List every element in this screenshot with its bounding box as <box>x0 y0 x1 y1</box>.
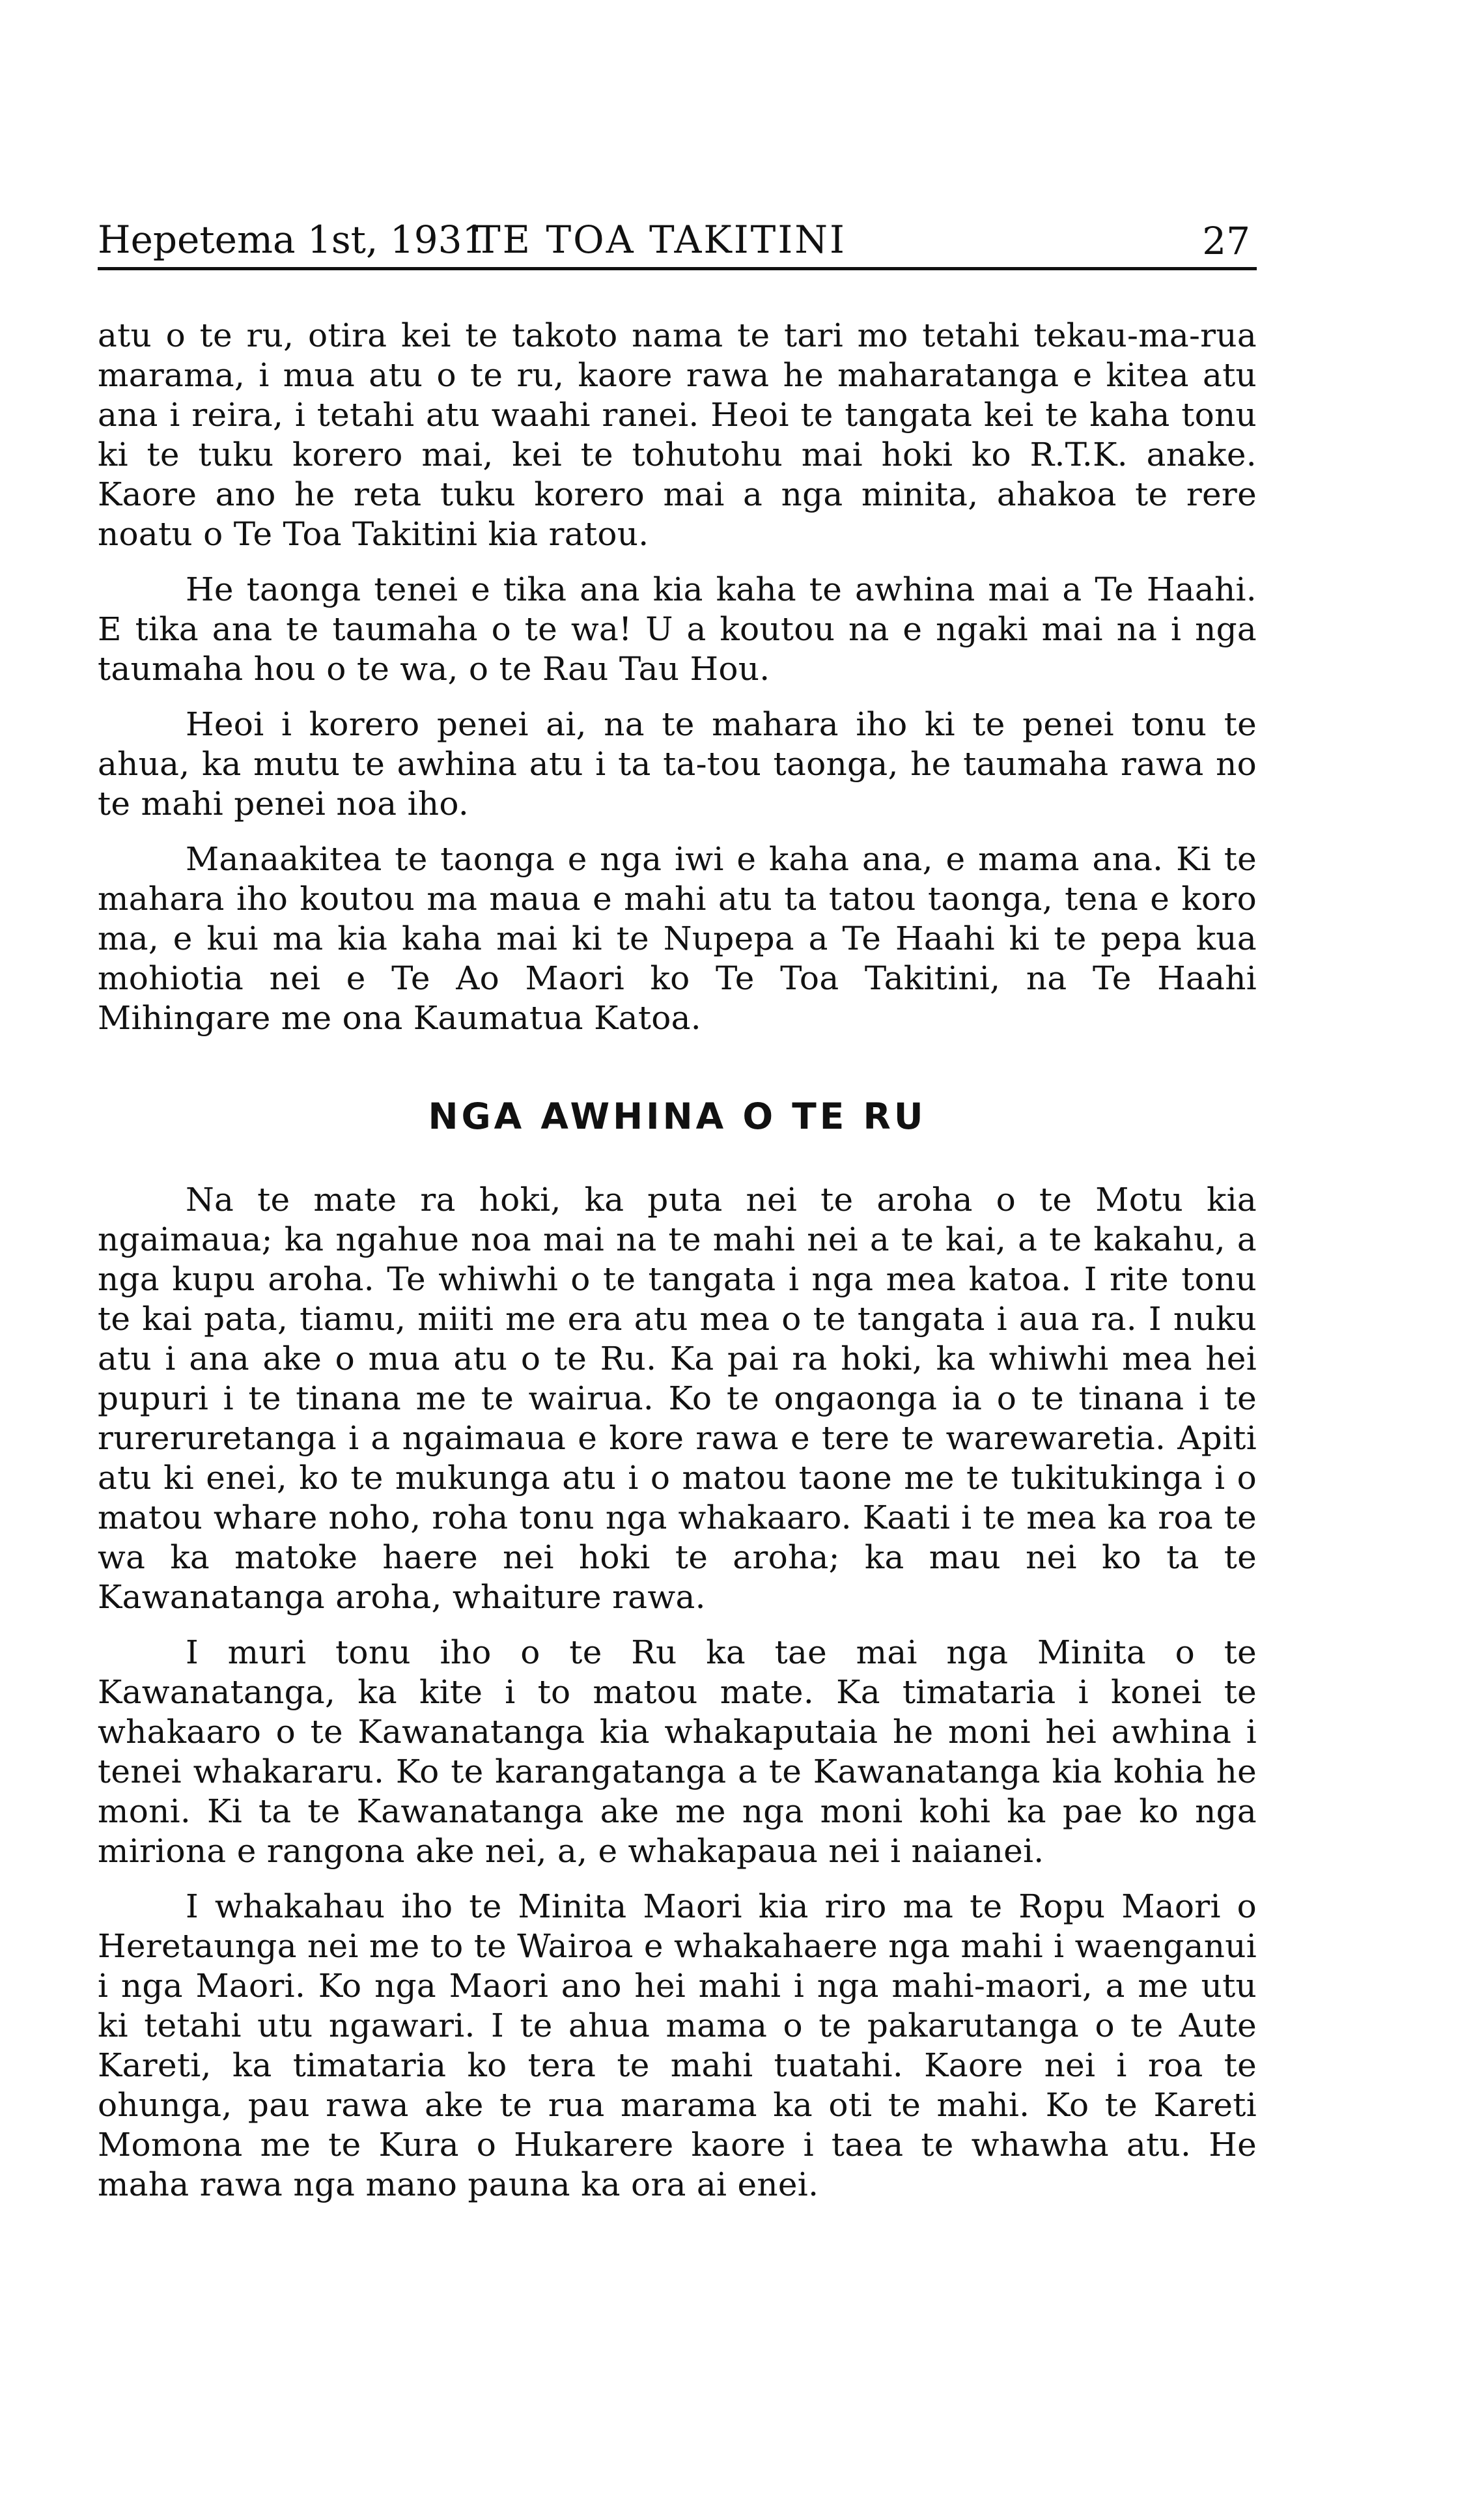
paragraph: Heoi i korero penei ai, na te mahara iho ki te penei tonu te ahua, ka mutu te awhina atu i ta ta-tou taonga, he taumaha rawa no te mahi penei noa iho. <box>98 705 1257 823</box>
publication-title: TE TOA TAKITINI <box>475 218 847 262</box>
paragraph: He taonga tenei e tika ana kia kaha te awhina mai a Te Haahi. E tika ana te taumaha o te wa! U a koutou na e ngaki mai na i nga taumaha hou o te wa, o te Rau Tau Hou. <box>98 571 1257 688</box>
document-page <box>98 195 1257 2220</box>
paragraph: Manaakitea te taonga e nga iwi e kaha ana, e mama ana. Ki te mahara iho koutou ma maua e mahi atu ta tatou taonga, tena e koro ma, e kui ma kia kaha mai ki te Nupepa a Te Haahi ki te pepa kua mohiotia nei e Te Ao Maori ko Te Toa Takitini, na Te Haahi Mihingare me ona Kaumatua Katoa. <box>98 840 1257 1037</box>
section-heading: NGA AWHINA O TE RU <box>428 1095 927 1137</box>
issue-date: Hepetema 1st, 1931 <box>98 218 486 262</box>
paragraph: Na te mate ra hoki, ka puta nei te aroha o te Motu kia ngaimaua; ka ngahue noa mai na te mahi nei a te kai, a te kakahu, a nga kupu aroha. Te whiwhi o te tangata i nga mea katoa. I rite tonu te kai pata, tiamu, miiti me era atu mea o te tangata i aua ra. I nuku atu i ana ake o mua atu o te Ru. Ka pai ra hoki, ka whiwhi mea hei pupuri i te tinana me te wairua. Ko te ongaonga ia o te tinana i te rureruretanga i a ngaimaua e kore rawa e tere te warewaretia. Apiti atu ki enei, ko te mukunga atu i o matou taone me te tukitukinga i o matou whare noho, roha tonu nga whakaaro. Kaati i te mea ka roa te wa ka matoke haere nei hoki te aroha; ka mau nei ko ta te Kawanatanga aroha, whaiture rawa. <box>98 1181 1257 1616</box>
article-body <box>98 316 1257 2205</box>
paragraph: I muri tonu iho o te Ru ka tae mai nga Minita o te Kawanatanga, ka kite i to matou mate. Ka timataria i konei te whakaaro o te Kawanatanga kia whakaputaia he moni hei awhina i tenei whakararu. Ko te karangatanga a te Kawanatanga kia kohia he moni. Ki ta te Kawanatanga ake me nga moni kohi ka pae ko nga miriona e rangona ake nei, a, e whakapaua nei i naianei. <box>98 1633 1257 1870</box>
page-number: 27 <box>1202 219 1250 263</box>
running-header <box>98 195 1257 270</box>
paragraph: I whakahau iho te Minita Maori kia riro ma te Ropu Maori o Heretaunga nei me to te Wairoa e whakahaere nga mahi i waenganui i nga Maori. Ko nga Maori ano hei mahi i nga mahi-maori, a me utu ki tetahi utu ngawari. I te ahua mama o te pakarutanga o te Aute Kareti, ka timataria ko tera te mahi tuatahi. Kaore nei i roa te ohunga, pau rawa ake te rua marama ka oti te mahi. Ko te Kareti Momona me te Kura o Hukarere kaore i taea te whawha atu. He maha rawa nga mano pauna ka ora ai enei. <box>98 1887 1257 2203</box>
paragraph-continued: atu o te ru, otira kei te takoto nama te tari mo tetahi tekau-ma-rua marama, i mua atu o te ru, kaore rawa he maharatanga e kitea atu ana i reira, i tetahi atu waahi ranei. Heoi te tangata kei te kaha tonu ki te tuku korero mai, kei te tohutohu mai hoki ko R.T.K. anake. Kaore ano he reta tuku korero mai a nga minita, ahakoa te rere noatu o Te Toa Takitini kia ratou. <box>98 317 1257 553</box>
